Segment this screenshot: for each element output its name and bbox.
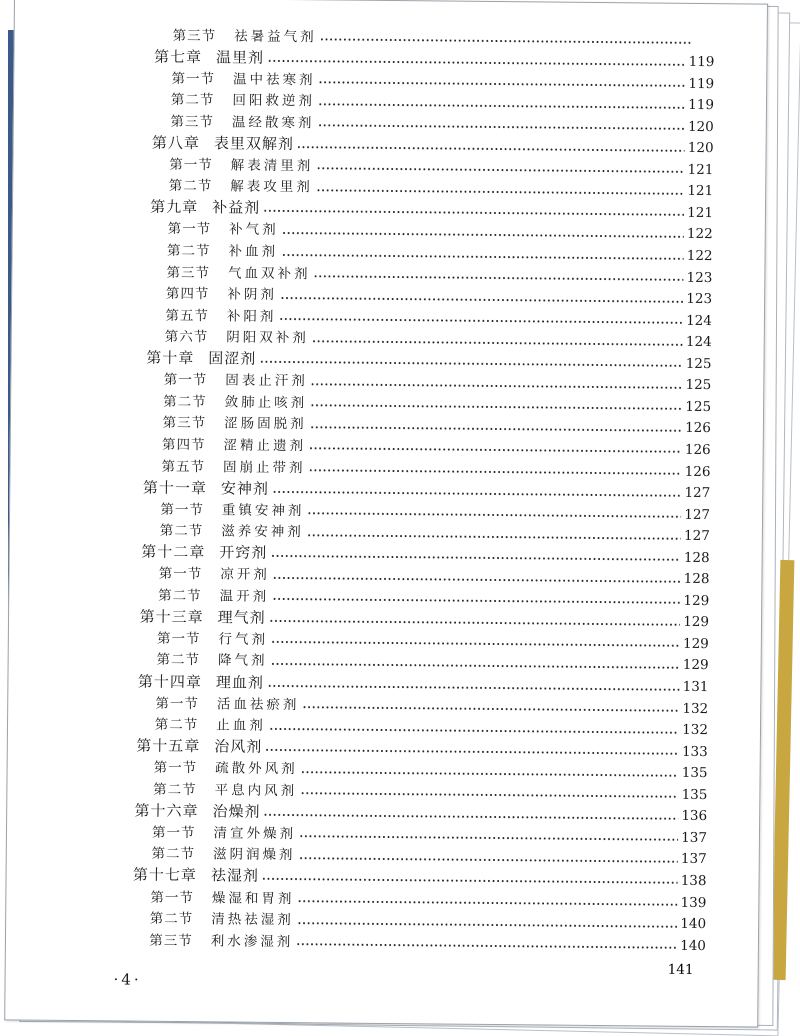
section-number: 第一节 — [164, 374, 208, 388]
section-number: 第一节 — [168, 223, 212, 237]
page-number: 131 — [683, 681, 709, 695]
dot-leader — [310, 405, 682, 411]
section-number: 第一节 — [160, 503, 204, 517]
page-number: 125 — [685, 379, 711, 393]
section-number: 第二节 — [169, 180, 213, 194]
section-title: 阴阳双补剂 — [226, 332, 309, 346]
section-number: 第二节 — [150, 913, 194, 927]
section-number: 第一节 — [154, 762, 198, 776]
section-number: 第一节 — [159, 568, 203, 582]
page-number: 119 — [689, 56, 715, 70]
dot-leader — [271, 641, 680, 647]
dot-leader — [308, 469, 681, 475]
chapter-title: 理气剂 — [218, 610, 266, 625]
page-number: 132 — [682, 724, 708, 738]
section-title: 活血祛瘀剂 — [217, 698, 300, 712]
dot-leader — [316, 189, 685, 195]
chapter-number: 第十一章 — [143, 480, 207, 496]
dot-leader — [297, 146, 685, 152]
section-number: 第一节 — [169, 159, 213, 173]
dot-leader — [299, 835, 678, 841]
page-number: 122 — [687, 250, 713, 264]
page-number: 129 — [683, 595, 709, 609]
dot-leader — [267, 684, 680, 690]
page-number: 120 — [688, 121, 714, 135]
page-number: 121 — [687, 185, 713, 199]
page-number: 121 — [688, 164, 714, 178]
page-number: 135 — [682, 767, 708, 781]
dot-leader — [282, 232, 684, 238]
page-number: 120 — [688, 142, 714, 156]
dot-leader — [301, 771, 679, 777]
dot-leader — [280, 297, 683, 303]
trailing-page-number: 141 — [668, 962, 694, 978]
section-title: 温经散寒剂 — [232, 116, 315, 130]
chapter-number: 第八章 — [152, 135, 200, 150]
section-title: 补气剂 — [229, 224, 279, 238]
dot-leader — [267, 59, 686, 65]
section-title: 温中祛寒剂 — [233, 73, 316, 87]
dot-leader — [262, 878, 678, 884]
dot-leader — [279, 318, 683, 324]
dot-leader — [320, 38, 693, 44]
section-title: 平息内风剂 — [215, 784, 298, 798]
dot-leader — [269, 727, 679, 733]
page-number: 126 — [685, 422, 711, 436]
dot-leader — [272, 490, 682, 496]
section-number: 第二节 — [167, 245, 211, 259]
dot-leader — [316, 168, 684, 174]
section-number: 第四节 — [162, 439, 206, 453]
section-title: 降气剂 — [218, 655, 268, 669]
page-number: 129 — [683, 659, 709, 673]
section-title: 滋养安神剂 — [221, 526, 304, 540]
page-number: 129 — [683, 616, 709, 630]
dot-leader — [297, 900, 677, 906]
chapter-number: 第十七章 — [133, 868, 197, 884]
section-number: 第一节 — [157, 633, 201, 647]
page-number: 124 — [686, 336, 712, 350]
chapter-number: 第十章 — [146, 351, 194, 366]
section-title: 重镇安神剂 — [222, 504, 305, 518]
chapter-number: 第十三章 — [140, 609, 204, 625]
chapter-title: 温里剂 — [216, 50, 264, 65]
section-title: 涩肠固脱剂 — [224, 418, 307, 432]
section-number: 第二节 — [153, 784, 197, 798]
page-number: 129 — [683, 638, 709, 652]
toc-page — [4, 0, 768, 1028]
page-number: 128 — [684, 573, 710, 587]
dot-leader — [269, 620, 681, 626]
page-number: 123 — [686, 293, 712, 307]
page-number: 136 — [681, 810, 707, 824]
section-title: 燥湿和胃剂 — [212, 892, 295, 906]
section-number: 第六节 — [165, 331, 209, 345]
chapter-number: 第十五章 — [136, 739, 200, 755]
dot-leader — [272, 598, 680, 604]
page-number: 132 — [682, 702, 708, 716]
page-number: 119 — [688, 77, 714, 91]
page-number: 126 — [685, 444, 711, 458]
section-title: 行气剂 — [218, 633, 268, 647]
section-title: 敛肺止咳剂 — [225, 396, 308, 410]
dot-leader — [302, 706, 679, 712]
page-number: 135 — [682, 789, 708, 803]
section-number: 第二节 — [151, 848, 195, 862]
chapter-title: 治风剂 — [214, 739, 262, 754]
section-title: 补阴剂 — [227, 289, 277, 303]
chapter-title: 表里双解剂 — [214, 136, 294, 152]
section-title: 解表攻里剂 — [230, 181, 313, 195]
section-title: 利水渗湿剂 — [211, 935, 294, 949]
section-title: 滋阴润燥剂 — [213, 849, 296, 863]
dot-leader — [300, 792, 678, 798]
section-title: 清热祛湿剂 — [211, 913, 294, 927]
dot-leader — [311, 383, 683, 389]
section-number: 第二节 — [160, 525, 204, 539]
dot-leader — [313, 275, 683, 281]
section-title: 气血双补剂 — [228, 267, 311, 281]
page-number: 125 — [686, 358, 712, 372]
page-number: 126 — [685, 465, 711, 479]
section-title: 清宣外燥剂 — [213, 827, 296, 841]
page-number: 123 — [686, 271, 712, 285]
chapter-title: 祛湿剂 — [211, 869, 259, 884]
page-number: 127 — [684, 487, 710, 501]
dot-leader — [298, 857, 678, 863]
section-title: 固表止汗剂 — [225, 375, 308, 389]
section-title: 温开剂 — [220, 590, 270, 604]
section-number: 第三节 — [163, 417, 207, 431]
dot-leader — [270, 663, 679, 669]
section-number: 第二节 — [171, 94, 215, 108]
chapter-title: 固涩剂 — [208, 352, 256, 367]
dot-leader — [259, 361, 682, 367]
dot-leader — [318, 103, 685, 109]
section-number: 第二节 — [155, 719, 199, 733]
chapter-title: 补益剂 — [212, 201, 260, 216]
dot-leader — [318, 81, 685, 87]
chapter-number: 第七章 — [154, 49, 202, 64]
section-number: 第二节 — [158, 590, 202, 604]
dot-leader — [307, 512, 681, 518]
dot-leader — [310, 426, 683, 432]
page-number: 122 — [687, 228, 713, 242]
dot-leader — [264, 814, 679, 820]
dot-leader — [309, 448, 682, 454]
chapter-number: 第九章 — [150, 200, 198, 215]
page-number: 128 — [684, 552, 710, 566]
section-number: 第三节 — [170, 116, 214, 130]
section-number: 第三节 — [149, 934, 193, 948]
section-title: 解表清里剂 — [231, 159, 314, 173]
chapter-number: 第十六章 — [135, 803, 199, 819]
dot-leader — [265, 749, 679, 755]
dot-leader — [297, 922, 678, 928]
section-title: 补阳剂 — [227, 310, 277, 324]
chapter-title: 开窍剂 — [219, 546, 267, 561]
page-number: 121 — [687, 207, 713, 221]
dot-leader — [317, 124, 685, 130]
chapter-title: 治燥剂 — [213, 804, 261, 819]
page-number: 119 — [688, 99, 714, 113]
section-number: 第一节 — [155, 697, 199, 711]
section-title: 疏散外风剂 — [215, 763, 298, 777]
table-of-contents — [5, 0, 767, 1027]
chapter-number: 第十二章 — [141, 545, 205, 561]
dot-leader — [296, 943, 677, 949]
section-number: 第五节 — [161, 460, 205, 474]
section-number: 第五节 — [165, 309, 209, 323]
toc-section-entry — [149, 926, 706, 953]
page-number: 127 — [684, 508, 710, 522]
page-number: 127 — [684, 530, 710, 544]
section-title: 凉开剂 — [220, 569, 270, 583]
chapter-title: 理血剂 — [216, 675, 264, 690]
section-title: 固崩止带剂 — [223, 461, 306, 475]
page-folio: ·4· — [113, 970, 141, 988]
chapter-title: 安神剂 — [221, 481, 269, 496]
section-number: 第一节 — [171, 72, 215, 86]
section-number: 第一节 — [152, 827, 196, 841]
page-number: 137 — [681, 832, 707, 846]
page-number: 125 — [685, 401, 711, 415]
page-number: 140 — [680, 918, 706, 932]
dot-leader — [312, 340, 683, 346]
page-number: 138 — [681, 875, 707, 889]
section-title: 祛暑益气剂 — [234, 30, 317, 44]
section-title: 涩精止遗剂 — [223, 439, 306, 453]
section-number: 第三节 — [166, 266, 210, 280]
page-number: 137 — [681, 853, 707, 867]
dot-leader — [281, 253, 684, 259]
dot-leader — [307, 534, 681, 540]
page-number: 140 — [680, 939, 706, 953]
chapter-number: 第十四章 — [138, 674, 202, 690]
section-title: 止血剂 — [216, 719, 266, 733]
section-title: 补血剂 — [229, 245, 279, 259]
section-number: 第二节 — [156, 654, 200, 668]
dot-leader — [263, 210, 684, 216]
section-number: 第二节 — [163, 396, 207, 410]
page-number: 124 — [686, 314, 712, 328]
dot-leader — [270, 555, 681, 561]
page-number: 133 — [682, 745, 708, 759]
page-number: 139 — [680, 896, 706, 910]
dot-leader — [273, 577, 681, 583]
section-number: 第一节 — [150, 891, 194, 905]
section-title: 回阳救逆剂 — [232, 95, 315, 109]
section-number: 第三节 — [173, 29, 217, 43]
section-number: 第四节 — [166, 288, 210, 302]
